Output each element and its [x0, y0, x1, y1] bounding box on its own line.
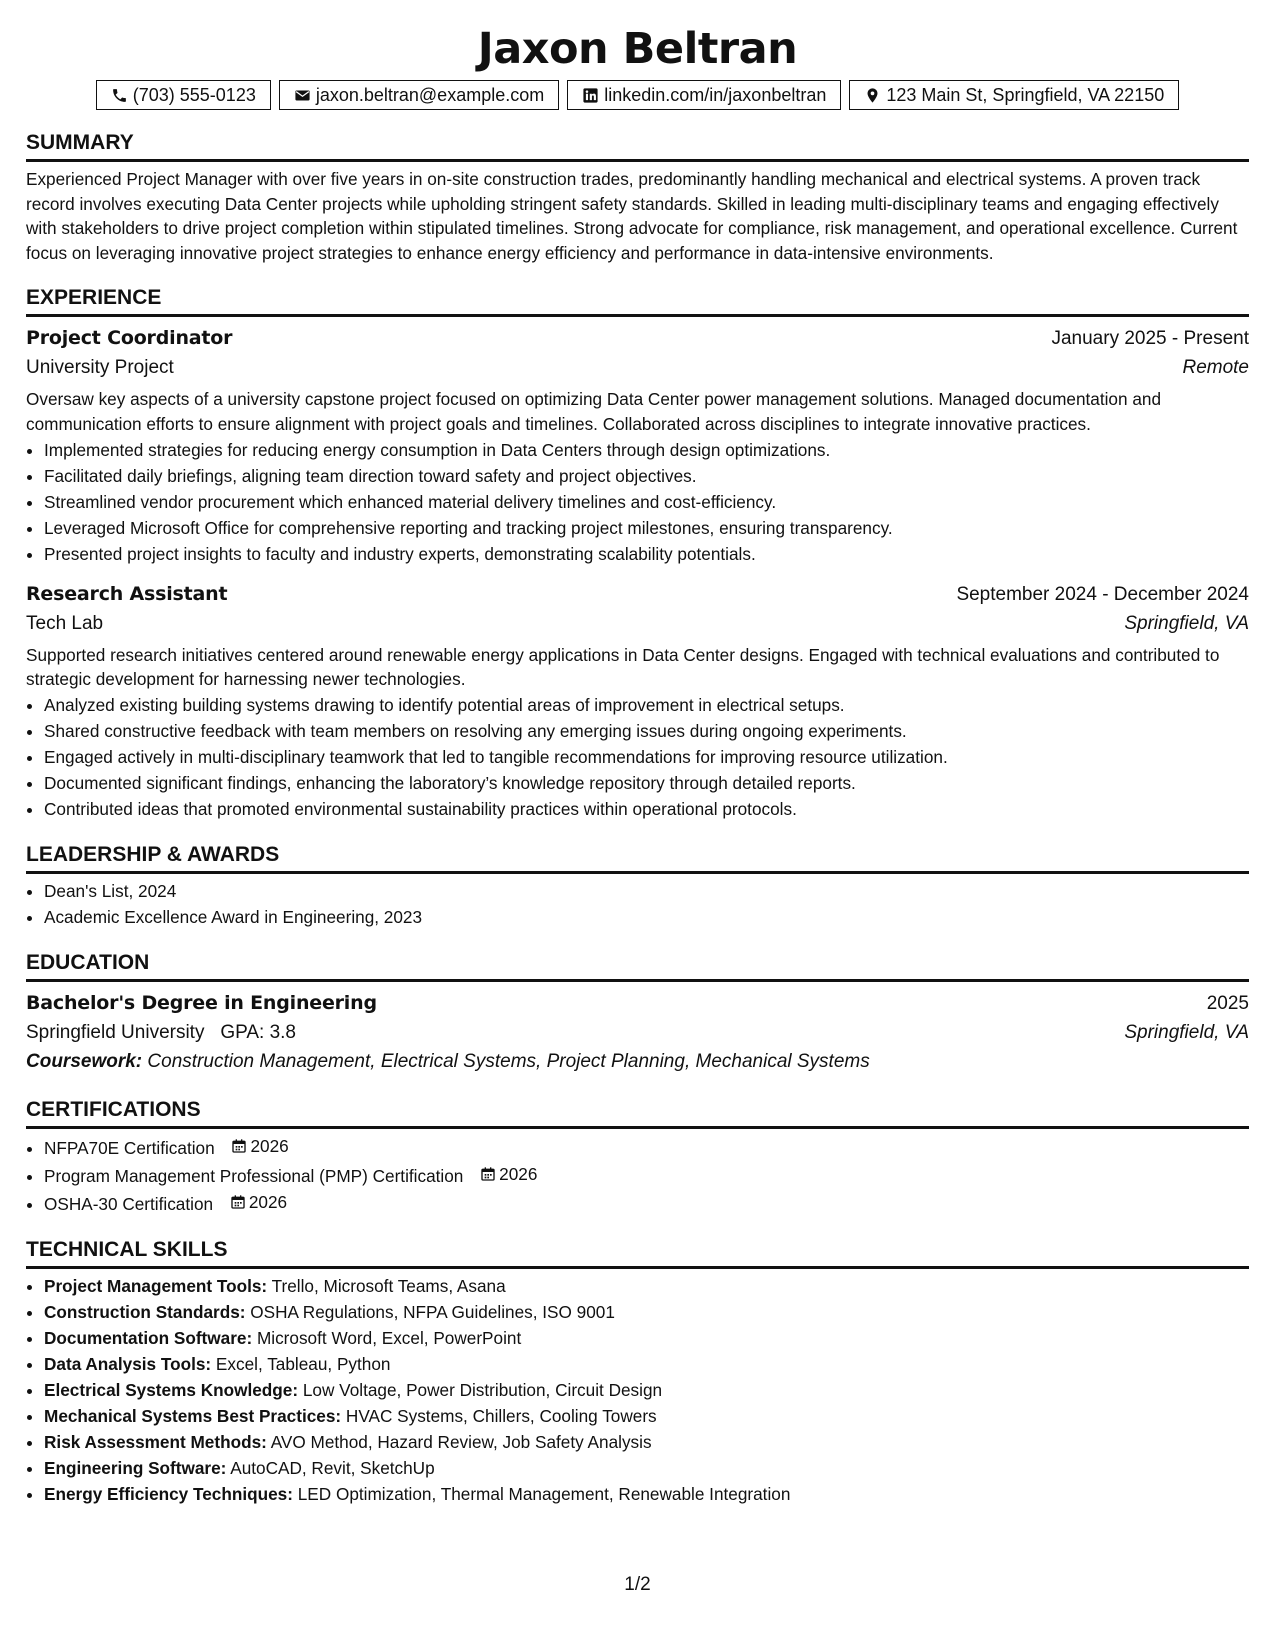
experience-entry	[26, 323, 1249, 566]
certification-year: 2026	[248, 1191, 288, 1212]
job-description: Oversaw key aspects of a university capstone project focused on optimizing Data Center power management solutions. Managed documentation and communication efforts to ensure alignment with project goals and timelines. Collaborated across disciplines to integrate innovative practices.	[26, 389, 1162, 434]
experience-heading: EXPERIENCE	[26, 285, 1249, 317]
skills-section	[26, 1237, 1249, 1507]
contact-address[interactable]	[849, 80, 1179, 110]
list-item	[44, 1351, 1249, 1377]
job-bullets	[26, 437, 1249, 567]
certification-name: OSHA-30 Certification	[44, 1193, 214, 1214]
skill-label: Risk Assessment Methods:	[44, 1431, 267, 1452]
skill-value: Low Voltage, Power Distribution, Circuit Design	[302, 1379, 663, 1400]
phone-text: (703) 555-0123	[132, 85, 256, 105]
skill-label: Energy Efficiency Techniques:	[44, 1483, 293, 1504]
job-title: Research Assistant	[26, 582, 228, 605]
job-location: Remote	[1182, 357, 1249, 379]
skill-value: AVO Method, Hazard Review, Job Safety Analysis	[270, 1431, 652, 1452]
list-item: • Engaged actively in multi-disciplinary teamwork that led to tangible recommendations for improving resource utilization.	[44, 744, 1249, 770]
certification-year: 2026	[499, 1163, 538, 1184]
job-organization: Tech Lab	[26, 612, 104, 634]
job-dates: January 2025 - Present	[1051, 328, 1249, 350]
skill-value: LED Optimization, Thermal Management, Renewable Integration	[297, 1483, 791, 1504]
resume-page	[26, 24, 1249, 1507]
address-text: 123 Main St, Springfield, VA 22150	[886, 85, 1165, 105]
coursework-label: Coursework:	[26, 1050, 143, 1072]
list-item: • Facilitated daily briefings, aligning team direction toward safety and project objectives.	[44, 463, 1249, 489]
education-heading: EDUCATION	[26, 950, 1249, 982]
list-item	[44, 1403, 1249, 1429]
coursework	[26, 1047, 1249, 1077]
skill-value: OSHA Regulations, NFPA Guidelines, ISO 9001	[250, 1301, 615, 1322]
calendar-icon	[480, 1166, 496, 1182]
leadership-list	[26, 878, 1249, 930]
degree-title: Bachelor's Degree in Engineering	[26, 991, 377, 1014]
calendar-icon	[231, 1138, 247, 1154]
contact-bar	[26, 80, 1249, 110]
graduation-year: 2025	[1206, 992, 1249, 1014]
page-number: 1/2	[624, 1574, 651, 1595]
contact-email[interactable]	[279, 80, 559, 110]
school-name: Springfield University	[26, 1021, 205, 1043]
list-item: • Documented significant findings, enhancing the laboratory’s knowledge repository through detailed reports.	[44, 770, 1249, 796]
certifications-section	[26, 1097, 1249, 1217]
skill-label: Construction Standards:	[44, 1301, 246, 1322]
job-organization: University Project	[26, 357, 174, 379]
job-bullets	[26, 692, 1249, 822]
certification-year: 2026	[250, 1135, 289, 1156]
list-item: • Implemented strategies for reducing energy consumption in Data Centers through design optimizations.	[44, 437, 1249, 463]
list-item	[44, 1161, 1249, 1189]
map-pin-icon	[864, 87, 881, 104]
list-item	[44, 1189, 1249, 1217]
calendar-icon	[230, 1194, 246, 1210]
skill-label: Electrical Systems Knowledge:	[44, 1379, 299, 1400]
summary-text: Experienced Project Manager with over five years in on-site construction trades, predominantly handling mechanical and electrical systems. A proven track record involves executing Data Center projects while upholding stringent safety standards. Skilled in leading multi-disciplinary teams and engaging effectively with stakeholders to drive project completion within stipulated timelines. Strong advocate for compliance, risk management, and operational excellence. Current focus on leveraging innovative project strategies to enhance energy efficiency and performance in data-intensive environments.	[26, 169, 1238, 263]
certifications-heading: CERTIFICATIONS	[26, 1097, 1249, 1129]
skill-label: Data Analysis Tools:	[44, 1353, 212, 1374]
coursework-list: Construction Management, Electrical Systems, Project Planning, Mechanical Systems	[147, 1050, 870, 1072]
list-item	[44, 1455, 1249, 1481]
list-item: • Shared constructive feedback with team members on resolving any emerging issues during ongoing experiments.	[44, 718, 1249, 744]
list-item	[44, 1299, 1249, 1325]
school-location: Springfield, VA	[1124, 1021, 1249, 1043]
list-item	[44, 1325, 1249, 1351]
skill-value: HVAC Systems, Chillers, Cooling Towers	[345, 1405, 657, 1426]
education-section	[26, 950, 1249, 1077]
list-item	[44, 1377, 1249, 1403]
skill-value: Microsoft Word, Excel, PowerPoint	[256, 1327, 522, 1348]
skills-heading: TECHNICAL SKILLS	[26, 1237, 1249, 1269]
phone-icon	[111, 87, 128, 104]
summary-heading: SUMMARY	[26, 130, 1249, 162]
experience-section	[26, 285, 1249, 821]
list-item	[44, 1273, 1249, 1299]
skill-label: Documentation Software:	[44, 1327, 253, 1348]
skill-label: Engineering Software:	[44, 1457, 227, 1478]
summary-section	[26, 130, 1249, 265]
job-description: Supported research initiatives centered around renewable energy applications in Data Center designs. Engaged with technical evaluations and contributed to strategic development for harnessing newer technologies.	[26, 644, 1220, 690]
job-location: Springfield, VA	[1124, 612, 1249, 634]
envelope-icon	[294, 87, 311, 104]
list-item	[44, 1429, 1249, 1455]
job-dates: September 2024 - December 2024	[956, 583, 1249, 605]
contact-linkedin[interactable]	[567, 80, 841, 110]
leadership-section	[26, 842, 1249, 930]
list-item: • Contributed ideas that promoted environmental sustainability practices within operational protocols.	[44, 796, 1249, 822]
list-item: • Analyzed existing building systems drawing to identify potential areas of improvement in electrical setups.	[44, 692, 1249, 718]
skill-value: Trello, Microsoft Teams, Asana	[271, 1275, 506, 1296]
gpa: GPA: 3.8	[220, 1021, 296, 1043]
list-item: • Academic Excellence Award in Engineering, 2023	[44, 904, 1249, 930]
leadership-heading: LEADERSHIP & AWARDS	[26, 842, 1249, 874]
skills-list	[26, 1273, 1249, 1507]
job-title: Project Coordinator	[26, 327, 233, 350]
candidate-name: Jaxon Beltran	[477, 24, 798, 74]
linkedin-text: linkedin.com/in/jaxonbeltran	[604, 85, 827, 105]
linkedin-icon	[582, 87, 599, 104]
list-item: • Dean's List, 2024	[44, 878, 1249, 904]
certification-name: Program Management Professional (PMP) Certification	[44, 1165, 464, 1186]
experience-entry	[26, 579, 1249, 822]
certification-name: NFPA70E Certification	[44, 1137, 215, 1158]
list-item: • Leveraged Microsoft Office for comprehensive reporting and tracking project milestones, ensuring transparency.	[44, 515, 1249, 541]
skill-value: Excel, Tableau, Python	[215, 1353, 391, 1374]
skill-label: Project Management Tools:	[44, 1275, 268, 1296]
list-item: • Presented project insights to faculty and industry experts, demonstrating scalability potentials.	[44, 541, 1249, 567]
contact-phone[interactable]	[96, 80, 271, 110]
list-item: • Streamlined vendor procurement which enhanced material delivery timelines and cost-efficiency.	[44, 489, 1249, 515]
skill-label: Mechanical Systems Best Practices:	[44, 1405, 342, 1426]
certifications-list	[26, 1133, 1249, 1217]
list-item	[44, 1133, 1249, 1161]
list-item	[44, 1481, 1249, 1507]
skill-value: AutoCAD, Revit, SketchUp	[230, 1457, 435, 1478]
email-text: jaxon.beltran@example.com	[315, 85, 545, 105]
